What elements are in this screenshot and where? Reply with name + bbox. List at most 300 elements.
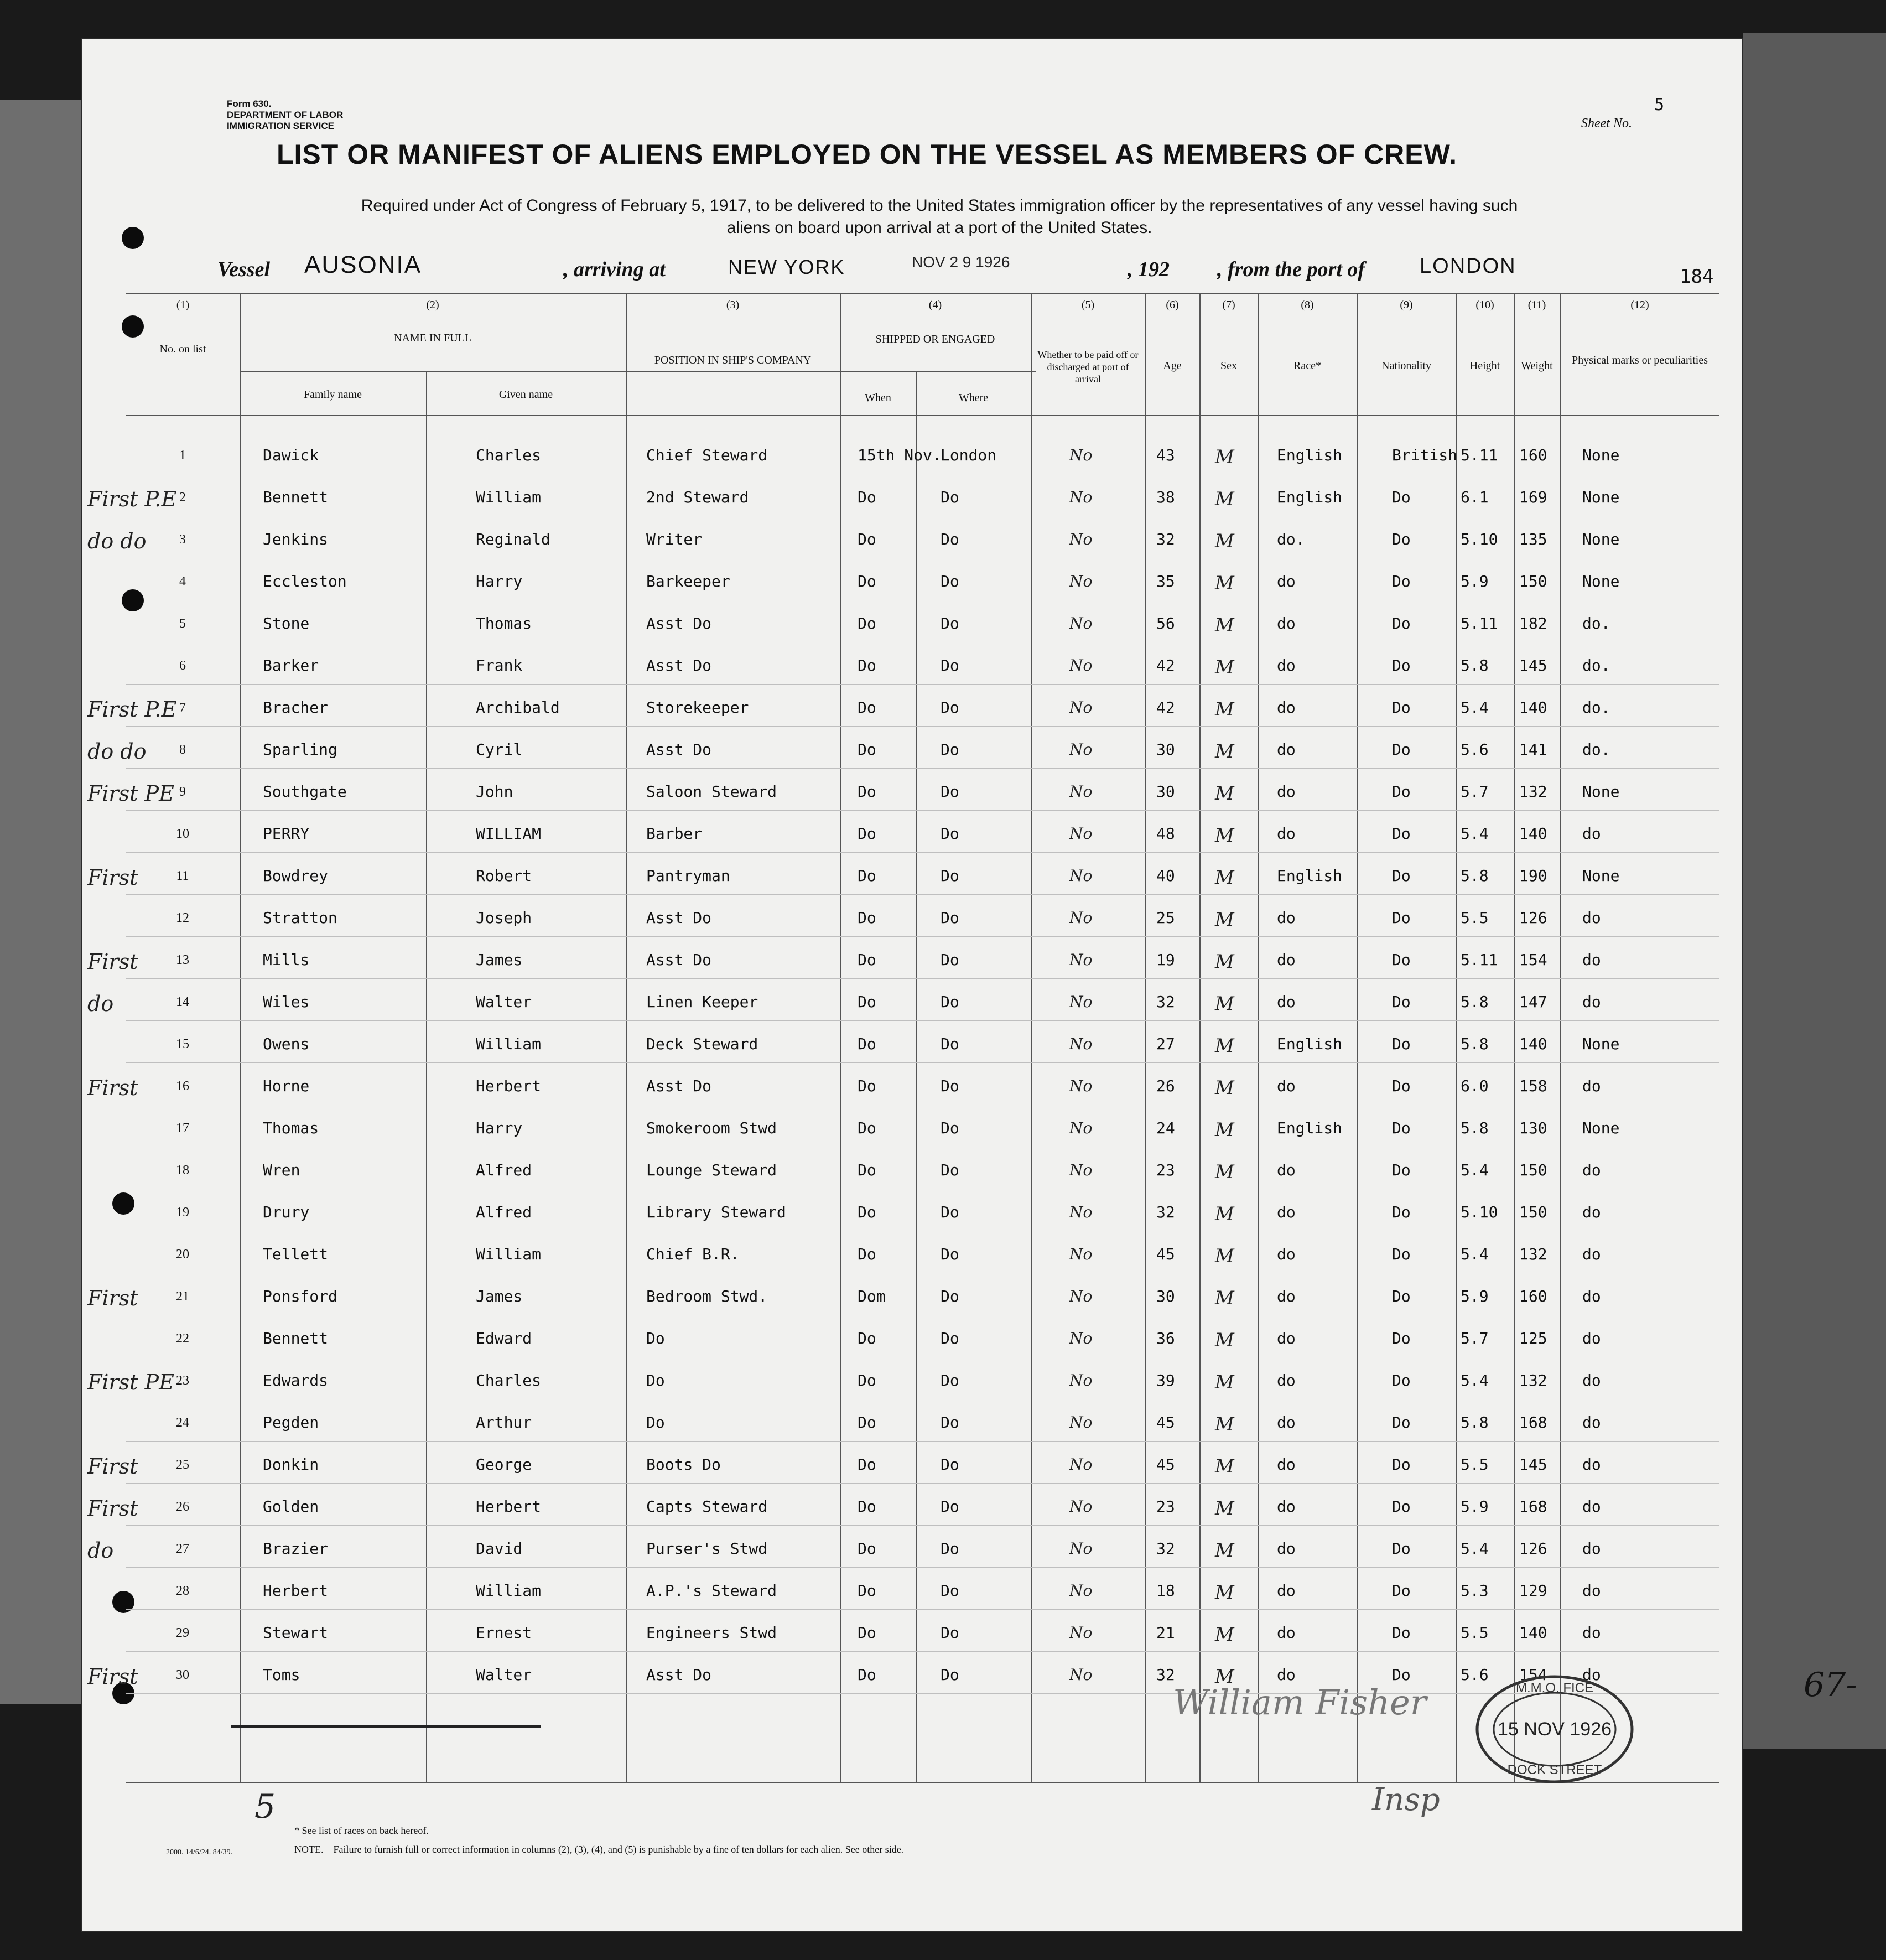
cell-position: Boots Do: [646, 1455, 721, 1474]
row-number: 18: [176, 1163, 189, 1178]
cell-family: Donkin: [263, 1455, 319, 1474]
cell-race: do: [1277, 1371, 1296, 1389]
row-number: 1: [179, 448, 186, 463]
col10-number: (10): [1475, 299, 1494, 311]
col-header-when: When: [865, 392, 891, 404]
row-number: 30: [176, 1668, 189, 1682]
cell-paid: No: [1069, 1161, 1093, 1179]
cell-given: WILLIAM: [476, 825, 542, 843]
row-number: 22: [176, 1331, 189, 1346]
cell-height: 5.9: [1461, 572, 1489, 590]
cell-race: do: [1277, 1413, 1296, 1432]
cell-nat: Do: [1392, 656, 1411, 675]
cell-paid: No: [1069, 1371, 1093, 1389]
cell-position: A.P.'s Steward: [646, 1582, 777, 1600]
cell-sex: M: [1215, 1582, 1234, 1604]
cell-weight: 145: [1519, 1455, 1547, 1474]
margin-note: First P.E: [87, 487, 177, 511]
cell-marks: do: [1582, 1161, 1601, 1179]
cell-nat: Do: [1392, 1203, 1411, 1221]
cell-age: 23: [1156, 1497, 1175, 1516]
col4-number: (4): [928, 299, 942, 311]
cell-position: Pantryman: [646, 867, 730, 885]
cell-family: Eccleston: [263, 572, 347, 590]
cell-height: 5.11: [1461, 614, 1498, 632]
cell-marks: None: [1582, 572, 1620, 590]
col-header-race: Race*: [1293, 360, 1321, 372]
cell-marks: do.: [1582, 656, 1610, 675]
cell-when: Do: [858, 1582, 876, 1600]
cell-marks: None: [1582, 867, 1620, 885]
row-number: 9: [179, 785, 186, 799]
cell-position: Do: [646, 1329, 665, 1347]
cell-given: William: [476, 1035, 542, 1053]
cell-weight: 190: [1519, 867, 1547, 885]
cell-weight: 130: [1519, 1119, 1547, 1137]
cell-marks: do: [1582, 1077, 1601, 1095]
cell-family: PERRY: [263, 825, 310, 843]
cell-height: 5.10: [1461, 530, 1498, 548]
col11-number: (11): [1527, 299, 1546, 311]
cell-age: 35: [1156, 572, 1175, 590]
cell-given: George: [476, 1455, 532, 1474]
cell-weight: 129: [1519, 1582, 1547, 1600]
cell-height: 5.6: [1461, 1666, 1489, 1684]
cell-sex: M: [1215, 1329, 1234, 1351]
row-divider: [126, 1525, 1719, 1526]
cell-given: Alfred: [476, 1203, 532, 1221]
row-number: 7: [179, 701, 186, 715]
cell-weight: 160: [1519, 1287, 1547, 1305]
margin-note: First: [87, 950, 138, 974]
cell-age: 56: [1156, 614, 1175, 632]
row-divider: [126, 936, 1719, 937]
cell-when: Do: [858, 1539, 876, 1558]
cell-age: 36: [1156, 1329, 1175, 1347]
margin-note: First: [87, 1496, 138, 1521]
cell-sex: M: [1215, 1287, 1234, 1309]
cell-where: Do: [941, 1077, 959, 1095]
cell-sex: M: [1215, 1077, 1234, 1099]
cell-family: Sparling: [263, 740, 337, 759]
cell-paid: No: [1069, 488, 1093, 506]
cell-family: Jenkins: [263, 530, 329, 548]
cell-position: Library Steward: [646, 1203, 786, 1221]
cell-position: Bedroom Stwd.: [646, 1287, 768, 1305]
cell-age: 45: [1156, 1413, 1175, 1432]
cell-paid: No: [1069, 1203, 1093, 1221]
cell-race: do: [1277, 825, 1296, 843]
row-number: 19: [176, 1205, 189, 1220]
cell-where: Do: [941, 1371, 959, 1389]
col-header-family-name: Family name: [304, 388, 362, 401]
cell-marks: do: [1582, 1666, 1601, 1684]
cell-weight: 126: [1519, 1539, 1547, 1558]
cell-marks: do: [1582, 1287, 1601, 1305]
subtitle-line-1: Required under Act of Congress of February 5, 1917, to be delivered to the United States immigration officer by the representatives of any vessel having such: [361, 196, 1518, 215]
col1-number: (1): [176, 299, 190, 311]
cell-race: do: [1277, 1329, 1296, 1347]
cell-when: Do: [858, 825, 876, 843]
cell-age: 42: [1156, 656, 1175, 675]
cell-age: 42: [1156, 698, 1175, 717]
cell-age: 48: [1156, 825, 1175, 843]
cell-when: Do: [858, 951, 876, 969]
cell-height: 5.4: [1461, 1371, 1489, 1389]
sheet-label: Sheet No.: [1581, 116, 1632, 131]
col12-number: (12): [1630, 299, 1649, 311]
cell-marks: None: [1582, 1035, 1620, 1053]
cell-race: do: [1277, 1161, 1296, 1179]
cell-marks: do: [1582, 825, 1601, 843]
inspector-title: Insp: [1372, 1782, 1440, 1818]
cell-race: English: [1277, 446, 1343, 464]
row-divider: [126, 1483, 1719, 1484]
cell-nat: Do: [1392, 1371, 1411, 1389]
form-header: [227, 98, 343, 132]
cell-when: Do: [858, 1077, 876, 1095]
cell-paid: No: [1069, 572, 1093, 590]
cell-position: Asst Do: [646, 740, 712, 759]
cell-marks: do: [1582, 1582, 1601, 1600]
cell-weight: 168: [1519, 1413, 1547, 1432]
cell-age: 32: [1156, 1666, 1175, 1684]
cell-position: Linen Keeper: [646, 993, 758, 1011]
row-number: 12: [176, 911, 189, 925]
cell-paid: No: [1069, 867, 1093, 885]
col-header-position: POSITION IN SHIP'S COMPANY: [654, 354, 812, 366]
cell-where: Do: [941, 782, 959, 801]
cell-nat: Do: [1392, 909, 1411, 927]
col3-number: (3): [726, 299, 740, 311]
col-header-shipped: SHIPPED OR ENGAGED: [875, 333, 995, 345]
cell-weight: 126: [1519, 909, 1547, 927]
col6-number: (6): [1166, 299, 1179, 311]
stamp-top-text: M.M.O. FICE: [1516, 1681, 1593, 1695]
cell-where: Do: [941, 1582, 959, 1600]
col9-number: (9): [1400, 299, 1413, 311]
subtitle: [193, 195, 1686, 239]
margin-note: First PE: [87, 1370, 174, 1394]
cell-height: 5.9: [1461, 1497, 1489, 1516]
cell-when: Do: [858, 993, 876, 1011]
cell-when: Do: [858, 740, 876, 759]
cell-position: Chief Steward: [646, 446, 768, 464]
cell-paid: No: [1069, 1077, 1093, 1095]
cell-nat: Do: [1392, 1077, 1411, 1095]
cell-given: Arthur: [476, 1413, 532, 1432]
cell-weight: 150: [1519, 572, 1547, 590]
cell-weight: 182: [1519, 614, 1547, 632]
cell-height: 5.7: [1461, 1329, 1489, 1347]
cell-height: 5.9: [1461, 1287, 1489, 1305]
cell-given: Herbert: [476, 1077, 542, 1095]
cell-race: do: [1277, 1245, 1296, 1263]
cell-weight: 154: [1519, 951, 1547, 969]
row-divider: [126, 726, 1719, 727]
row-number: 8: [179, 743, 186, 757]
cell-race: do: [1277, 993, 1296, 1011]
cell-given: William: [476, 1582, 542, 1600]
row-number: 10: [176, 827, 189, 841]
service: IMMIGRATION SERVICE: [227, 121, 334, 131]
cell-sex: M: [1215, 740, 1234, 763]
row-number: 13: [176, 953, 189, 967]
margin-note: do do: [87, 529, 147, 553]
margin-bottom-mark: 5: [254, 1787, 276, 1826]
cell-position: Asst Do: [646, 614, 712, 632]
cell-age: 19: [1156, 951, 1175, 969]
cell-sex: M: [1215, 488, 1234, 510]
cell-height: 5.4: [1461, 1539, 1489, 1558]
crew-manifest-table: [126, 293, 1719, 1782]
cell-when: Do: [858, 782, 876, 801]
cell-where: Do: [941, 993, 959, 1011]
cell-sex: M: [1215, 1119, 1234, 1141]
cell-age: 45: [1156, 1455, 1175, 1474]
cell-when: Do: [858, 1497, 876, 1516]
cell-paid: No: [1069, 614, 1093, 632]
cell-sex: M: [1215, 1035, 1234, 1057]
cell-race: do: [1277, 1455, 1296, 1474]
row-number: 4: [179, 574, 186, 589]
cell-sex: M: [1215, 1245, 1234, 1267]
stamp-bottom-text: DOCK STREET: [1507, 1762, 1602, 1777]
row-divider: [126, 810, 1719, 811]
cell-position: Do: [646, 1413, 665, 1432]
cell-family: Dawick: [263, 446, 319, 464]
margin-note: First P.E: [87, 697, 177, 722]
cell-age: 40: [1156, 867, 1175, 885]
row-number: 29: [176, 1626, 189, 1640]
cell-race: do: [1277, 1077, 1296, 1095]
cell-given: William: [476, 1245, 542, 1263]
cell-race: English: [1277, 1119, 1343, 1137]
cell-weight: 150: [1519, 1161, 1547, 1179]
cell-weight: 147: [1519, 993, 1547, 1011]
row-number: 5: [179, 616, 186, 631]
cell-family: Toms: [263, 1666, 300, 1684]
row-divider: [126, 768, 1719, 769]
cell-age: 32: [1156, 993, 1175, 1011]
cell-where: Do: [941, 1624, 959, 1642]
cell-sex: M: [1215, 614, 1234, 636]
inspector-signature: William Fisher: [1173, 1682, 1427, 1723]
vessel-label: Vessel: [217, 258, 270, 281]
cell-weight: 140: [1519, 1035, 1547, 1053]
row-divider: [126, 1567, 1719, 1568]
cell-height: 5.4: [1461, 698, 1489, 717]
cell-when: 15th Nov.: [858, 446, 942, 464]
cell-sex: M: [1215, 1413, 1234, 1435]
cell-where: Do: [941, 740, 959, 759]
row-number: 17: [176, 1121, 189, 1135]
cell-weight: 132: [1519, 1371, 1547, 1389]
cell-weight: 140: [1519, 825, 1547, 843]
cell-paid: No: [1069, 698, 1093, 717]
cell-marks: do: [1582, 1329, 1601, 1347]
col8-number: (8): [1301, 299, 1314, 311]
cell-position: Engineers Stwd: [646, 1624, 777, 1642]
cell-nat: Do: [1392, 1161, 1411, 1179]
cell-position: Do: [646, 1371, 665, 1389]
cell-weight: 145: [1519, 656, 1547, 675]
cell-height: 5.10: [1461, 1203, 1498, 1221]
cell-height: 5.5: [1461, 1455, 1489, 1474]
cell-paid: No: [1069, 530, 1093, 548]
cell-race: do.: [1277, 530, 1305, 548]
cell-paid: No: [1069, 782, 1093, 801]
margin-note: do do: [87, 739, 147, 764]
cell-sex: M: [1215, 1203, 1234, 1225]
col-header-name: NAME IN FULL: [394, 332, 471, 344]
cell-sex: M: [1215, 867, 1234, 889]
cell-sex: M: [1215, 1161, 1234, 1183]
from-label: , from the port of: [1217, 258, 1365, 281]
cell-age: 32: [1156, 530, 1175, 548]
cell-race: English: [1277, 867, 1343, 885]
cell-age: 18: [1156, 1582, 1175, 1600]
cell-race: do: [1277, 656, 1296, 675]
cell-when: Do: [858, 1245, 876, 1263]
cell-family: Stratton: [263, 909, 337, 927]
cell-height: 6.1: [1461, 488, 1489, 506]
margin-note: do: [87, 1538, 114, 1563]
cell-where: Do: [941, 1035, 959, 1053]
cell-family: Stone: [263, 614, 310, 632]
cell-when: Do: [858, 530, 876, 548]
cell-where: Do: [941, 488, 959, 506]
col-header-height: Height: [1469, 360, 1500, 372]
cell-nat: Do: [1392, 1245, 1411, 1263]
row-divider: [126, 1609, 1719, 1610]
row-number: 11: [176, 869, 189, 883]
cell-family: Brazier: [263, 1539, 329, 1558]
punch-hole: [122, 227, 144, 249]
arriving-port: NEW YORK: [728, 256, 845, 278]
stamp-date-text: 15 NOV 1926: [1497, 1719, 1612, 1740]
row-number: 23: [176, 1373, 189, 1388]
col-header-age: Age: [1163, 360, 1182, 372]
cell-position: Asst Do: [646, 1666, 712, 1684]
cell-when: Do: [858, 1203, 876, 1221]
row-number: 16: [176, 1079, 189, 1093]
cell-age: 25: [1156, 909, 1175, 927]
cell-weight: 158: [1519, 1077, 1547, 1095]
cell-sex: M: [1215, 1497, 1234, 1520]
cell-height: 5.3: [1461, 1582, 1489, 1600]
cell-sex: M: [1215, 698, 1234, 720]
cell-nat: Do: [1392, 1624, 1411, 1642]
col-header-nationality: Nationality: [1381, 360, 1431, 372]
cell-race: do: [1277, 1666, 1296, 1684]
row-divider: [126, 852, 1719, 853]
cell-marks: do: [1582, 1497, 1601, 1516]
cell-nat: Do: [1392, 782, 1411, 801]
cell-height: 5.11: [1461, 951, 1498, 969]
cell-sex: M: [1215, 446, 1234, 468]
cell-when: Do: [858, 572, 876, 590]
vessel-name: AUSONIA: [304, 251, 422, 278]
cell-family: Drury: [263, 1203, 310, 1221]
cell-weight: 160: [1519, 446, 1547, 464]
cell-nat: Do: [1392, 1582, 1411, 1600]
cell-age: 45: [1156, 1245, 1175, 1263]
cell-marks: do: [1582, 951, 1601, 969]
cell-position: Barber: [646, 825, 703, 843]
cell-race: do: [1277, 951, 1296, 969]
cell-weight: 150: [1519, 1203, 1547, 1221]
cell-where: Do: [941, 1666, 959, 1684]
cell-given: Edward: [476, 1329, 532, 1347]
cell-when: Dom: [858, 1287, 886, 1305]
cell-race: do: [1277, 1582, 1296, 1600]
arrival-date-stamp: NOV 2 9 1926: [912, 253, 1010, 271]
cell-given: Charles: [476, 446, 542, 464]
row-divider: [126, 894, 1719, 895]
cell-paid: No: [1069, 1287, 1093, 1305]
col-header-weight: Weight: [1521, 360, 1553, 372]
cell-height: 5.8: [1461, 1035, 1489, 1053]
cell-family: Ponsford: [263, 1287, 337, 1305]
cell-marks: None: [1582, 1119, 1620, 1137]
dock-street-stamp: [1472, 1666, 1638, 1798]
cell-nat: Do: [1392, 1539, 1411, 1558]
page-number: 5: [1654, 95, 1665, 115]
cell-marks: do: [1582, 1371, 1601, 1389]
cell-where: Do: [941, 1203, 959, 1221]
cell-when: Do: [858, 1329, 876, 1347]
adjacent-page-left: [0, 100, 83, 1704]
cell-weight: 141: [1519, 740, 1547, 759]
cell-nat: Do: [1392, 530, 1411, 548]
row-number: 14: [176, 995, 189, 1009]
cell-nat: Do: [1392, 1497, 1411, 1516]
cell-race: do: [1277, 740, 1296, 759]
cell-sex: M: [1215, 951, 1234, 973]
col-header-physical-marks: Physical marks or peculiarities: [1571, 354, 1708, 366]
row-number: 2: [179, 490, 186, 505]
cell-family: Edwards: [263, 1371, 329, 1389]
margin-note: First: [87, 865, 138, 890]
cell-paid: No: [1069, 1119, 1093, 1137]
cell-weight: 154: [1519, 1666, 1547, 1684]
cell-where: Do: [941, 1455, 959, 1474]
cell-where: Do: [941, 1245, 959, 1263]
form-number: Form 630.: [227, 98, 272, 109]
cell-position: Storekeeper: [646, 698, 749, 717]
cell-given: Joseph: [476, 909, 532, 927]
cell-race: English: [1277, 488, 1343, 506]
margin-note: First PE: [87, 781, 174, 806]
cell-height: 5.4: [1461, 1161, 1489, 1179]
cell-nat: Do: [1392, 1666, 1411, 1684]
cell-given: Harry: [476, 1119, 523, 1137]
cell-nat: British: [1392, 446, 1458, 464]
row-divider: [126, 1441, 1719, 1442]
row-divider: [126, 1062, 1719, 1063]
cell-sex: M: [1215, 1624, 1234, 1646]
cell-given: Archibald: [476, 698, 560, 717]
col5-number: (5): [1081, 299, 1095, 311]
cell-given: John: [476, 782, 513, 801]
cell-height: 6.0: [1461, 1077, 1489, 1095]
year-label: , 192: [1128, 258, 1170, 281]
cell-given: Frank: [476, 656, 523, 675]
cell-paid: No: [1069, 909, 1093, 927]
cell-family: Southgate: [263, 782, 347, 801]
row-divider: [126, 978, 1719, 979]
